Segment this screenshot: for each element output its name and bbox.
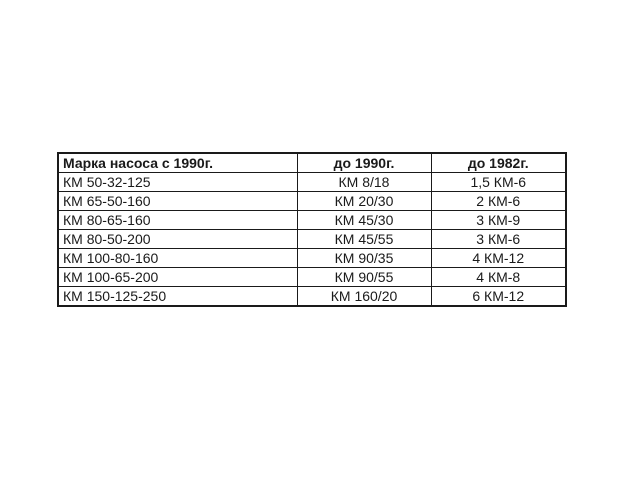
cell-model-before-1982: 4 КМ-8 [431,268,566,287]
cell-model-before-1982: 1,5 КМ-6 [431,173,566,192]
cell-model-1990: КМ 100-65-200 [58,268,297,287]
table-row [58,249,566,268]
table-row [58,192,566,211]
cell-model-before-1982: 6 КМ-12 [431,287,566,307]
cell-model-before-1990: КМ 45/30 [297,211,431,230]
header-before-1982: до 1982г. [431,153,566,173]
cell-model-before-1982: 3 КМ-9 [431,211,566,230]
table-row [58,268,566,287]
pump-model-table [57,152,567,307]
table-row [58,211,566,230]
cell-model-before-1982: 3 КМ-6 [431,230,566,249]
table-row [58,173,566,192]
cell-model-before-1982: 4 КМ-12 [431,249,566,268]
cell-model-before-1990: КМ 45/55 [297,230,431,249]
header-pump-model-1990: Марка насоса с 1990г. [58,153,297,173]
header-before-1990: до 1990г. [297,153,431,173]
cell-model-1990: КМ 80-50-200 [58,230,297,249]
cell-model-1990: КМ 80-65-160 [58,211,297,230]
table-row [58,230,566,249]
table-header-row [58,153,566,173]
cell-model-1990: КМ 150-125-250 [58,287,297,307]
cell-model-before-1982: 2 КМ-6 [431,192,566,211]
cell-model-1990: КМ 100-80-160 [58,249,297,268]
table-row [58,287,566,307]
cell-model-1990: КМ 65-50-160 [58,192,297,211]
cell-model-before-1990: КМ 160/20 [297,287,431,307]
cell-model-before-1990: КМ 90/55 [297,268,431,287]
cell-model-before-1990: КМ 90/35 [297,249,431,268]
cell-model-before-1990: КМ 20/30 [297,192,431,211]
cell-model-1990: КМ 50-32-125 [58,173,297,192]
cell-model-before-1990: КМ 8/18 [297,173,431,192]
